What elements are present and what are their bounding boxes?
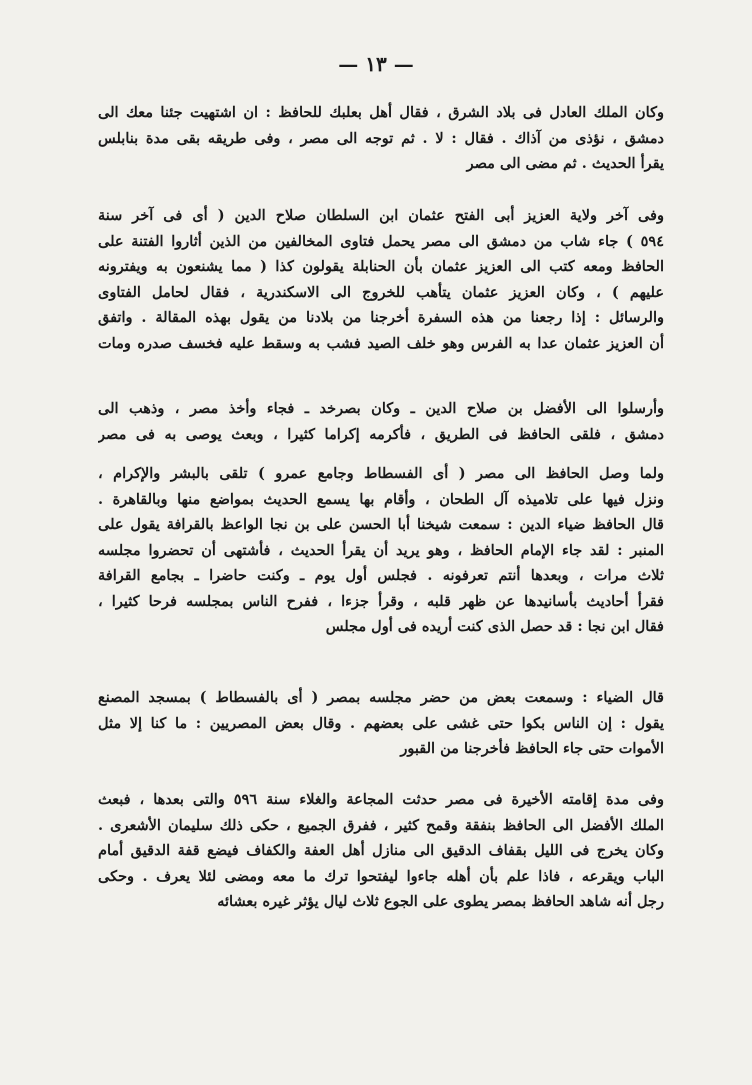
text-line: ٥٩٤ ) جاء شاب من دمشق الى مصر يحمل فتاوى المخالفين من الذين أثاروا الفتنة على <box>98 232 664 250</box>
text-line: يقول : إن الناس بكوا حتى غشى على بعضهم . وقال بعض المصريين : ما كنا إلا مثل <box>98 714 664 732</box>
text-line: الملك الأفضل الى الحافظ بنفقة وقمح كثير ، ففرق الجميع ، حكى ذلك سليمان الأشعرى . <box>98 816 664 834</box>
text-line: ونزل فيها على تلاميذه آل الطحان ، وأقام بها يسمع الحديث بمواضع منها وبالقاهرة . <box>98 490 664 508</box>
paragraph-2 <box>98 203 664 356</box>
text-line: وفى آخر ولاية العزيز أبى الفتح عثمان ابن السلطان صلاح الدين ( أى فى آخر سنة <box>98 207 664 224</box>
paragraph-1 <box>98 100 664 177</box>
text-line: الحافظ ومعه كتب الى العزيز عثمان بأن الحنابلة يقولون كذا ( مما يشنعون به ويفترونه <box>98 258 664 275</box>
text-line: عليهم ) ، وكان العزيز عثمان يتأهب للخروج الى الاسكندرية ، فقال لحامل الفتاوى <box>98 283 664 301</box>
text-line: فقال ابن نجا : قد حصل الذى كنت أريده فى أول مجلس <box>325 618 664 635</box>
text-line: وأرسلوا الى الأفضل بن صلاح الدين ـ وكان بصرخد ـ فجاء وأخذ مصر ، وذهب الى <box>98 400 664 417</box>
paragraph-3 <box>98 396 664 447</box>
text-line: المنبر : لقد جاء الإمام الحافظ ، وهو يريد أن يقرأ الحديث ، فأشتهى أن تحضروا مجلسه <box>98 541 664 559</box>
paragraph-4 <box>98 461 664 640</box>
paragraph-5 <box>98 685 664 762</box>
text-line: فقرأ أحاديث بأسانيدها عن ظهر قلبه ، وقرأ جزءا ، ففرح الناس بمجلسه فرحا كثيرا ، <box>98 592 664 610</box>
text-line: يقرأ الحديث . ثم مضى الى مصر <box>466 155 664 172</box>
paragraph-6 <box>98 787 664 915</box>
text-line: رجل أنه شاهد الحافظ بمصر يطوى على الجوع ثلاث ليال يؤثر غيره بعشائه <box>217 893 664 910</box>
text-line: دمشق ، نؤذى من آذاك . فقال : لا . ثم توجه الى مصر ، وفى طريقه بقى مدة بنابلس <box>98 129 664 147</box>
text-line: الأموات حتى جاء الحافظ فأخرجنا من القبور <box>400 740 664 757</box>
text-line: وفى مدة إقامته الأخيرة فى مصر حدثت المجاعة والغلاء سنة ٥٩٦ والتى بعدها ، فبعث <box>98 791 664 808</box>
text-line: وكان يخرج فى الليل بقفاف الدقيق الى منازل أهل العفة والكفاف فيضع قفة الدقيق أمام <box>98 842 664 859</box>
text-line: ثلاث مرات ، وبعدها أنتم تعرفونه . فجلس أول يوم ـ وكنت حاضرا ـ بجامع القرافة <box>98 567 664 584</box>
text-line: أن العزيز عثمان عدا به الفرس وهو خلف الصيد فشب به وسقط عليه فخسف صدره ومات <box>98 334 664 352</box>
page-number: — ١٣ — <box>338 52 414 76</box>
text-line: وكان الملك العادل فى بلاد الشرق ، فقال أهل بعلبك للحافظ : ان اشتهيت جئنا معك الى <box>98 104 664 121</box>
text-line: والرسائل : إذا رجعنا من هذه السفرة أخرجنا من بلادنا من يقول بهذه المقالة . واتفق <box>98 309 664 326</box>
text-line: قال الضياء : وسمعت بعض من حضر مجلسه بمصر ( أى بالفسطاط ) بمسجد المصنع <box>98 689 664 706</box>
text-line: الباب ويقرعه ، فاذا علم بأن أهله جاءوا ليفتحوا ترك ما معه ومضى لئلا يعرف . وحكى <box>98 867 664 885</box>
text-line: دمشق ، فلقى الحافظ فى الطريق ، فأكرمه إكراما كثيرا ، وبعث يوصى به فى مصر <box>98 425 664 443</box>
text-line: قال الحافظ ضياء الدين : سمعت شيخنا أبا الحسن على بن نجا الواعظ بالقرافة يقول على <box>98 516 664 533</box>
text-line: ولما وصل الحافظ الى مصر ( أى الفسطاط وجامع عمرو ) تلقى بالبشر والإكرام ، <box>98 465 664 482</box>
